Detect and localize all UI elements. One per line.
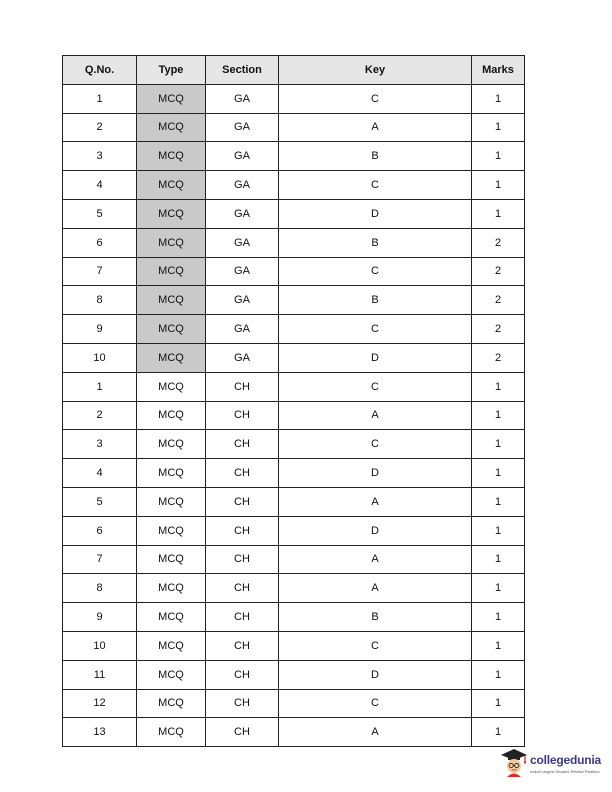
cell-type: MCQ bbox=[137, 487, 206, 516]
cell-key: C bbox=[279, 84, 472, 113]
cell-marks: 1 bbox=[472, 574, 525, 603]
cell-section: CH bbox=[206, 631, 279, 660]
cell-section: GA bbox=[206, 343, 279, 372]
header-section: Section bbox=[206, 56, 279, 85]
cell-key: C bbox=[279, 631, 472, 660]
cell-type: MCQ bbox=[137, 545, 206, 574]
table-row bbox=[63, 545, 525, 574]
cell-key: A bbox=[279, 487, 472, 516]
cell-type: MCQ bbox=[137, 603, 206, 632]
cell-section: CH bbox=[206, 603, 279, 632]
cell-key: C bbox=[279, 171, 472, 200]
header-qno: Q.No. bbox=[63, 56, 137, 85]
cell-type: MCQ bbox=[137, 401, 206, 430]
cell-qno: 13 bbox=[63, 718, 137, 747]
cell-type: MCQ bbox=[137, 689, 206, 718]
cell-section: GA bbox=[206, 315, 279, 344]
cell-type: MCQ bbox=[137, 343, 206, 372]
cell-marks: 1 bbox=[472, 401, 525, 430]
cell-marks: 1 bbox=[472, 660, 525, 689]
cell-qno: 1 bbox=[63, 372, 137, 401]
table-row bbox=[63, 343, 525, 372]
cell-key: D bbox=[279, 199, 472, 228]
cell-section: CH bbox=[206, 660, 279, 689]
cell-marks: 2 bbox=[472, 257, 525, 286]
logo-tagline: India's largest Student Review Platform bbox=[530, 769, 600, 774]
table-row bbox=[63, 487, 525, 516]
table-row bbox=[63, 228, 525, 257]
table-body bbox=[63, 84, 525, 746]
table-row bbox=[63, 516, 525, 545]
collegedunia-logo bbox=[499, 744, 609, 784]
table-row bbox=[63, 372, 525, 401]
table-row bbox=[63, 718, 525, 747]
cell-qno: 1 bbox=[63, 84, 137, 113]
table-row bbox=[63, 142, 525, 171]
answer-key-table bbox=[62, 55, 525, 747]
cell-qno: 4 bbox=[63, 171, 137, 200]
cell-key: C bbox=[279, 315, 472, 344]
cell-marks: 1 bbox=[472, 430, 525, 459]
cell-marks: 1 bbox=[472, 84, 525, 113]
header-type: Type bbox=[137, 56, 206, 85]
cell-qno: 6 bbox=[63, 228, 137, 257]
cell-qno: 6 bbox=[63, 516, 137, 545]
cell-type: MCQ bbox=[137, 257, 206, 286]
cell-type: MCQ bbox=[137, 84, 206, 113]
cell-qno: 10 bbox=[63, 631, 137, 660]
cell-section: CH bbox=[206, 430, 279, 459]
table-row bbox=[63, 113, 525, 142]
cell-key: B bbox=[279, 142, 472, 171]
cell-type: MCQ bbox=[137, 430, 206, 459]
cell-marks: 1 bbox=[472, 718, 525, 747]
table-row bbox=[63, 84, 525, 113]
cell-qno: 3 bbox=[63, 430, 137, 459]
cell-qno: 3 bbox=[63, 142, 137, 171]
cell-qno: 2 bbox=[63, 401, 137, 430]
cell-marks: 1 bbox=[472, 142, 525, 171]
cell-marks: 1 bbox=[472, 487, 525, 516]
cell-section: CH bbox=[206, 516, 279, 545]
cell-marks: 1 bbox=[472, 631, 525, 660]
cell-key: A bbox=[279, 718, 472, 747]
cell-marks: 1 bbox=[472, 459, 525, 488]
cell-key: C bbox=[279, 257, 472, 286]
cell-type: MCQ bbox=[137, 372, 206, 401]
cell-type: MCQ bbox=[137, 199, 206, 228]
cell-marks: 2 bbox=[472, 315, 525, 344]
table-row bbox=[63, 660, 525, 689]
cell-key: C bbox=[279, 430, 472, 459]
cell-section: GA bbox=[206, 84, 279, 113]
cell-type: MCQ bbox=[137, 660, 206, 689]
table-row bbox=[63, 199, 525, 228]
table-row bbox=[63, 286, 525, 315]
cell-section: CH bbox=[206, 372, 279, 401]
cell-qno: 9 bbox=[63, 315, 137, 344]
cell-key: D bbox=[279, 660, 472, 689]
table-row bbox=[63, 574, 525, 603]
cell-qno: 2 bbox=[63, 113, 137, 142]
cell-marks: 1 bbox=[472, 171, 525, 200]
cell-marks: 1 bbox=[472, 545, 525, 574]
cell-marks: 2 bbox=[472, 228, 525, 257]
cell-key: A bbox=[279, 545, 472, 574]
cell-qno: 4 bbox=[63, 459, 137, 488]
cell-qno: 7 bbox=[63, 545, 137, 574]
cell-section: GA bbox=[206, 257, 279, 286]
cell-section: GA bbox=[206, 199, 279, 228]
cell-type: MCQ bbox=[137, 171, 206, 200]
cell-section: CH bbox=[206, 487, 279, 516]
cell-type: MCQ bbox=[137, 286, 206, 315]
cell-qno: 9 bbox=[63, 603, 137, 632]
header-marks: Marks bbox=[472, 56, 525, 85]
cell-key: B bbox=[279, 228, 472, 257]
cell-key: D bbox=[279, 459, 472, 488]
logo-wordmark: collegedunia bbox=[530, 753, 601, 767]
cell-qno: 8 bbox=[63, 286, 137, 315]
cell-type: MCQ bbox=[137, 142, 206, 171]
cell-section: CH bbox=[206, 401, 279, 430]
cell-section: GA bbox=[206, 142, 279, 171]
cell-key: B bbox=[279, 286, 472, 315]
cell-section: GA bbox=[206, 171, 279, 200]
table-row bbox=[63, 459, 525, 488]
cell-qno: 10 bbox=[63, 343, 137, 372]
cell-key: A bbox=[279, 401, 472, 430]
cell-section: CH bbox=[206, 545, 279, 574]
cell-marks: 1 bbox=[472, 113, 525, 142]
cell-key: C bbox=[279, 372, 472, 401]
cell-key: D bbox=[279, 516, 472, 545]
cell-marks: 1 bbox=[472, 516, 525, 545]
cell-type: MCQ bbox=[137, 574, 206, 603]
cell-qno: 7 bbox=[63, 257, 137, 286]
cell-qno: 5 bbox=[63, 199, 137, 228]
table-row bbox=[63, 257, 525, 286]
cell-marks: 1 bbox=[472, 199, 525, 228]
table-row bbox=[63, 631, 525, 660]
cell-key: A bbox=[279, 574, 472, 603]
cell-section: CH bbox=[206, 459, 279, 488]
cell-key: A bbox=[279, 113, 472, 142]
cell-section: CH bbox=[206, 689, 279, 718]
cell-marks: 1 bbox=[472, 689, 525, 718]
cell-key: C bbox=[279, 689, 472, 718]
cell-section: CH bbox=[206, 718, 279, 747]
table-row bbox=[63, 689, 525, 718]
cell-qno: 12 bbox=[63, 689, 137, 718]
cell-marks: 2 bbox=[472, 343, 525, 372]
cell-type: MCQ bbox=[137, 718, 206, 747]
cell-type: MCQ bbox=[137, 113, 206, 142]
table-row bbox=[63, 171, 525, 200]
cell-key: B bbox=[279, 603, 472, 632]
cell-marks: 2 bbox=[472, 286, 525, 315]
table-row bbox=[63, 603, 525, 632]
cell-type: MCQ bbox=[137, 459, 206, 488]
cell-qno: 11 bbox=[63, 660, 137, 689]
cell-type: MCQ bbox=[137, 315, 206, 344]
cell-type: MCQ bbox=[137, 631, 206, 660]
cell-section: GA bbox=[206, 228, 279, 257]
cell-qno: 8 bbox=[63, 574, 137, 603]
cell-qno: 5 bbox=[63, 487, 137, 516]
cell-type: MCQ bbox=[137, 516, 206, 545]
cell-marks: 1 bbox=[472, 372, 525, 401]
table-row bbox=[63, 401, 525, 430]
graduate-mascot-icon bbox=[499, 747, 529, 777]
table-row bbox=[63, 315, 525, 344]
cell-marks: 1 bbox=[472, 603, 525, 632]
cell-key: D bbox=[279, 343, 472, 372]
table-header-row bbox=[63, 56, 525, 85]
cell-section: GA bbox=[206, 113, 279, 142]
header-key: Key bbox=[279, 56, 472, 85]
table-row bbox=[63, 430, 525, 459]
cell-section: GA bbox=[206, 286, 279, 315]
cell-section: CH bbox=[206, 574, 279, 603]
cell-type: MCQ bbox=[137, 228, 206, 257]
